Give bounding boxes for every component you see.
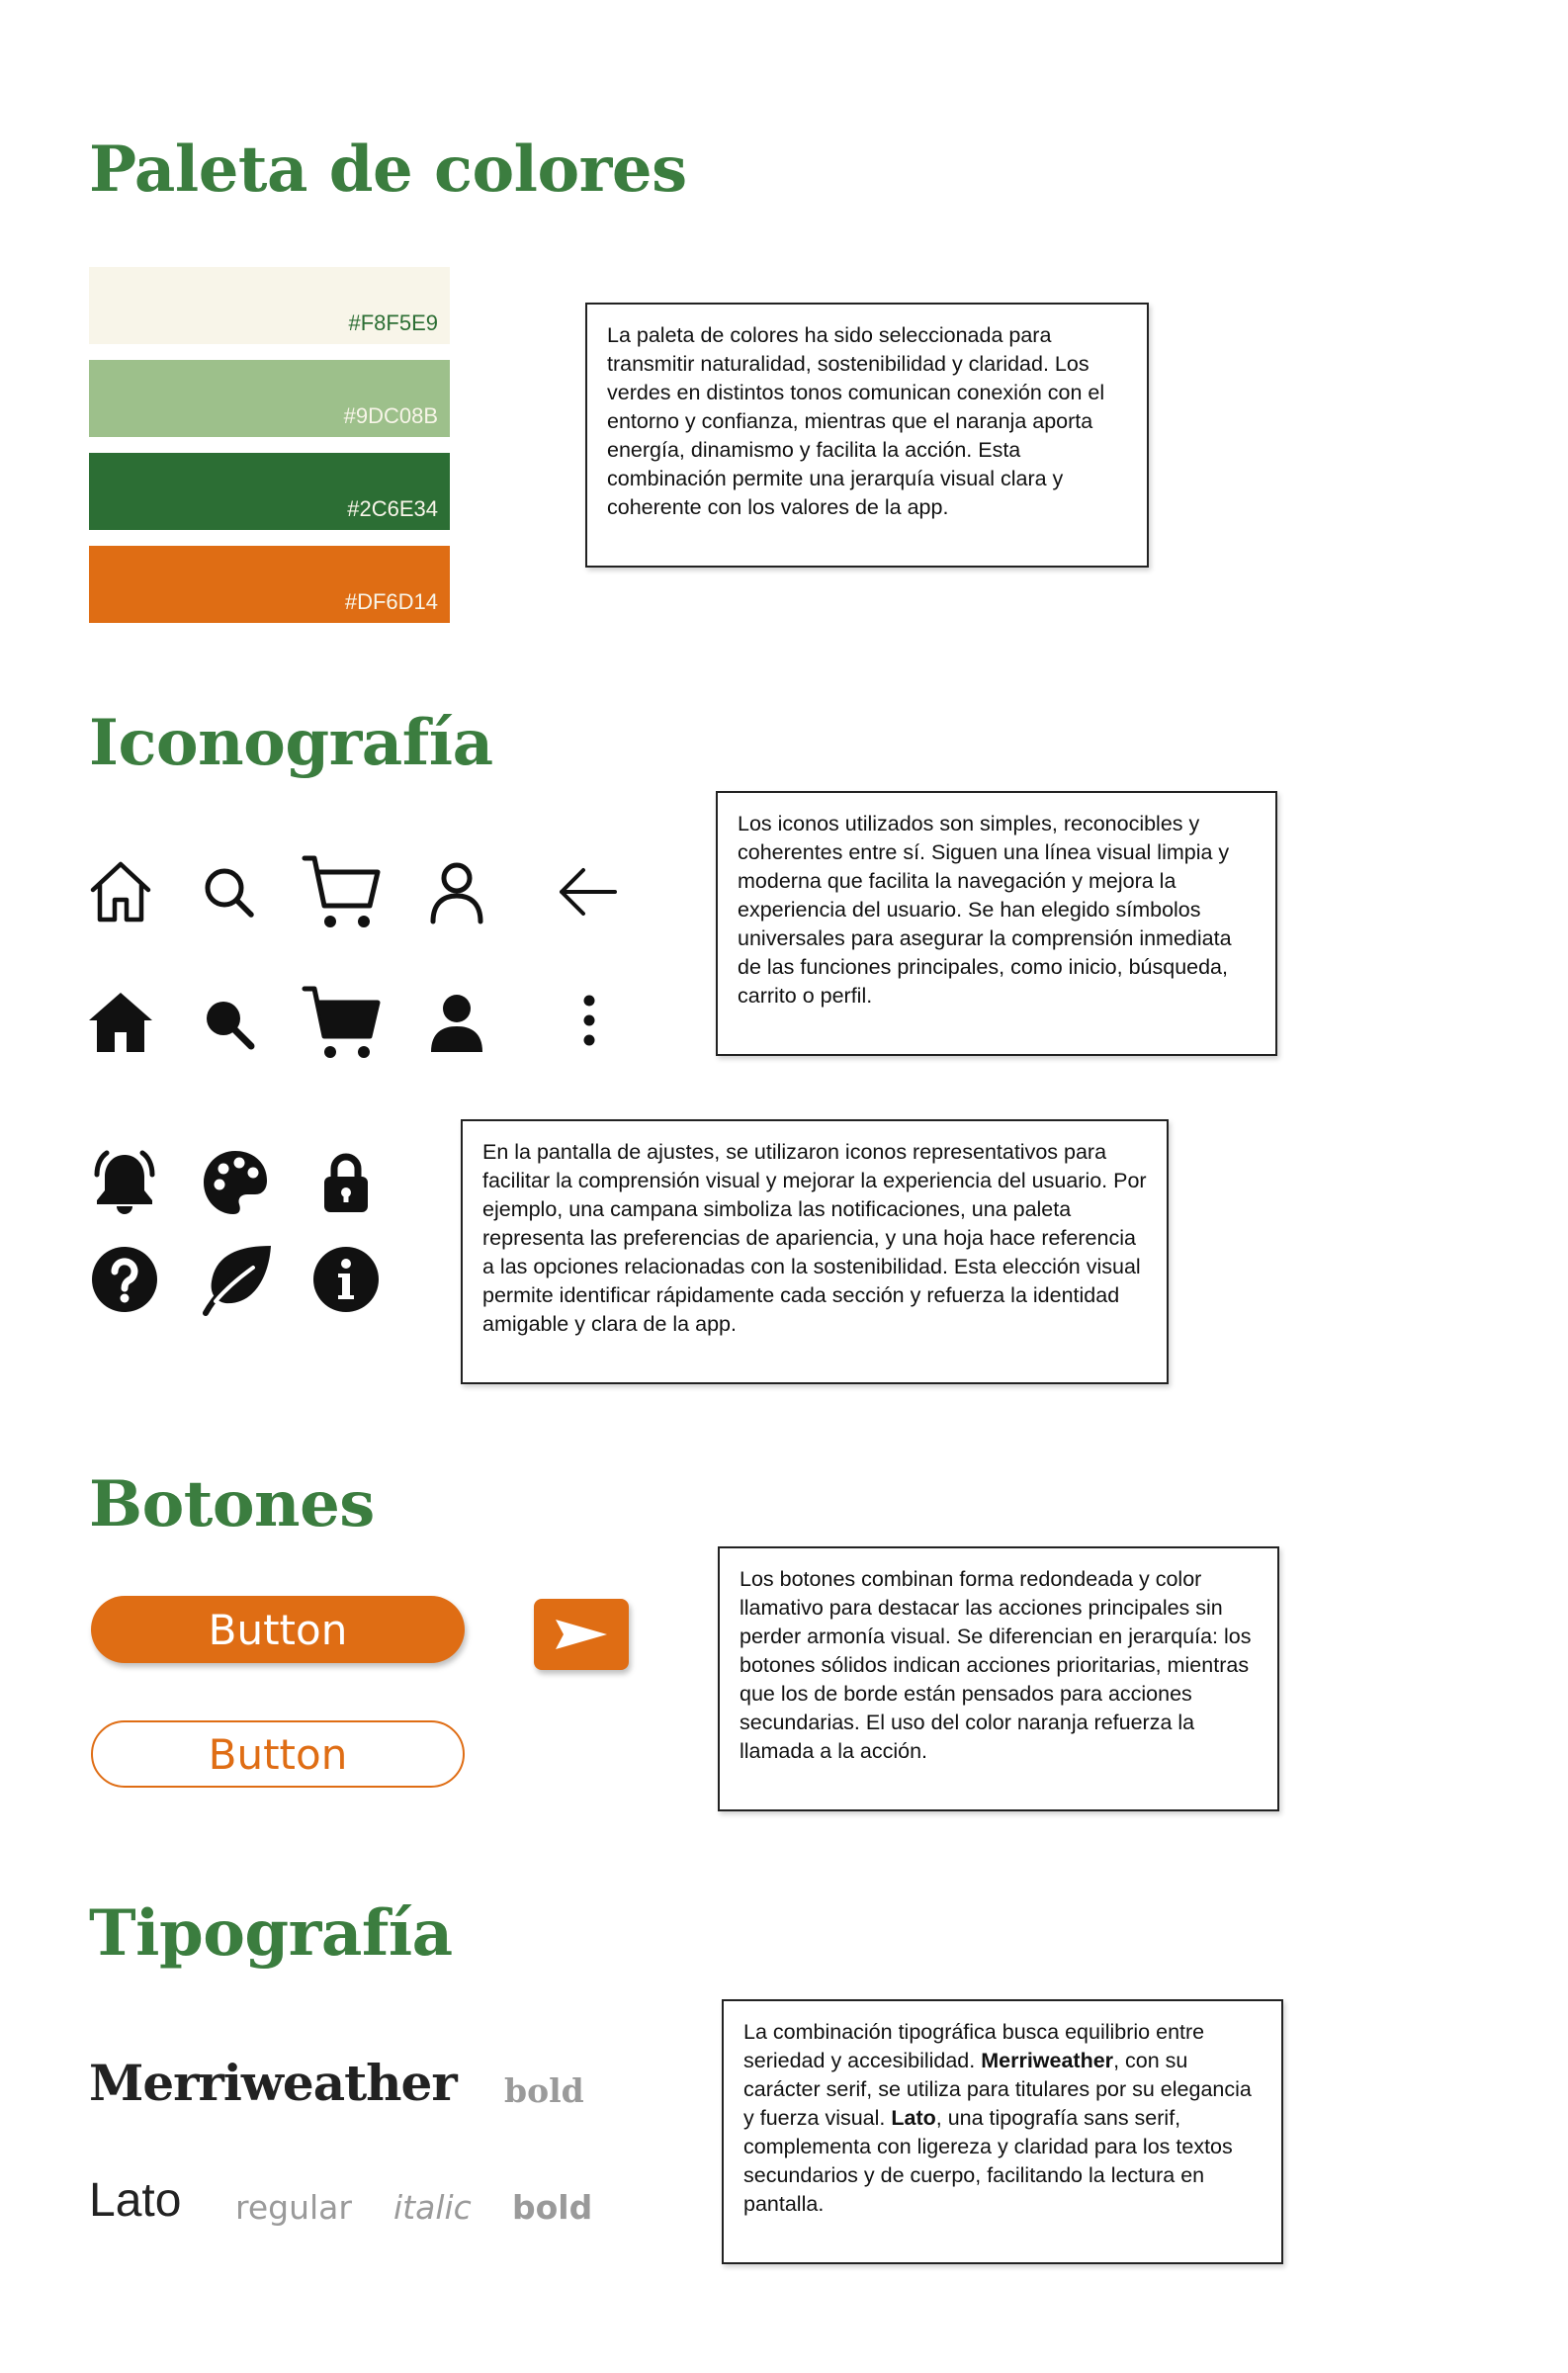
swatch-dark-green (89, 453, 450, 530)
arrow-left-icon (554, 856, 625, 927)
swatch-label: #9DC08B (343, 403, 438, 428)
lato-italic-label: italic (393, 2188, 472, 2227)
merriweather-bold-label: bold (504, 2071, 584, 2110)
swatch-light-green (89, 360, 450, 437)
lock-icon (310, 1147, 382, 1218)
palette-heading: Paleta de colores (89, 132, 687, 207)
info-icon (310, 1244, 382, 1315)
help-icon (89, 1244, 160, 1315)
lato-regular-label: regular (235, 2188, 352, 2227)
swatch-cream (89, 267, 450, 344)
buttons-description: Los botones combinan forma redondeada y color llamativo para destacar las acciones principales sin perder armonía visual. Se diferencian en jerarquía: los botones sólidos indican acciones prioritarias, mientras que los de borde están pensados para acciones secundarias. El uso del color naranja refuerza la llamada a la acción. (718, 1546, 1279, 1811)
send-icon (554, 1618, 609, 1651)
typography-desc-text-1: La combinación tipográfica busca equilibrio entre seriedad y accesibilidad. (743, 2020, 1205, 2072)
typography-desc-text-2: , con su carácter serif, se utiliza para titulares por su elegancia y fuerza visual. (743, 2049, 1252, 2130)
user-outline-icon (421, 856, 492, 927)
swatch-label: #DF6D14 (344, 589, 438, 614)
merriweather-sample: Merriweather (89, 2054, 457, 2112)
typography-desc-text-3: , una tipografía sans serif, complementa con ligereza y claridad para los textos secundarios y de cuerpo, facilitando la lectura en pantalla. (743, 2106, 1233, 2216)
iconography-heading: Iconografía (89, 706, 493, 780)
typography-desc-merriweather: Merriweather (981, 2049, 1114, 2072)
search-filled-icon (194, 987, 265, 1058)
home-filled-icon (85, 987, 156, 1058)
secondary-button[interactable]: Button (91, 1720, 465, 1788)
home-outline-icon (85, 856, 156, 927)
cart-filled-icon (301, 983, 382, 1064)
user-filled-icon (421, 987, 492, 1058)
more-vertical-icon (554, 987, 625, 1058)
lato-bold-label: bold (512, 2188, 593, 2227)
cart-outline-icon (301, 852, 382, 933)
swatch-label: #2C6E34 (347, 496, 438, 521)
leaf-icon (198, 1242, 275, 1319)
settings-icons-description: En la pantalla de ajustes, se utilizaron iconos representativos para facilitar la comprensión visual y mejorar la experiencia del usuario. Por ejemplo, una campana simboliza las notificaciones, una paleta representa las preferencias de apariencia, y una hoja hace referencia a las opciones relacionadas con la sostenibilidad. Esta elección visual permite identificar rápidamente cada sección y refuerza la identidad amigable y clara de la app. (461, 1119, 1169, 1384)
typography-desc-lato: Lato (891, 2106, 936, 2130)
palette-icon (200, 1147, 271, 1218)
palette-description: La paleta de colores ha sido seleccionada para transmitir naturalidad, sostenibilidad y claridad. Los verdes en distintos tonos comunican conexión con el entorno y confianza, mientras que el naranja aporta energía, dinamismo y facilita la acción. Esta combinación permite una jerarquía visual clara y coherente con los valores de la app. (585, 303, 1149, 568)
iconography-description: Los iconos utilizados son simples, reconocibles y coherentes entre sí. Siguen una línea visual limpia y moderna que facilita la navegación y mejora la experiencia del usuario. Se han elegido símbolos universales para asegurar la comprensión inmediata de las funciones principales, como inicio, búsqueda, carrito o perfil. (716, 791, 1277, 1056)
typography-description (722, 1999, 1283, 2264)
primary-button[interactable]: Button (91, 1596, 465, 1663)
bell-icon (89, 1147, 160, 1218)
search-outline-icon (194, 856, 265, 927)
lato-sample: Lato (89, 2174, 182, 2227)
send-button[interactable] (534, 1599, 629, 1670)
swatch-label: #F8F5E9 (348, 310, 438, 335)
typography-heading: Tipografía (89, 1896, 453, 1971)
buttons-heading: Botones (89, 1467, 375, 1541)
swatch-orange (89, 546, 450, 623)
